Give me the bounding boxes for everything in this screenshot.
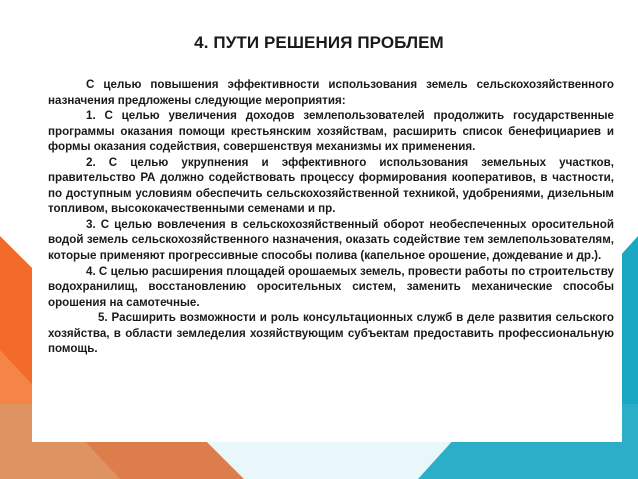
intro-paragraph: С целью повышения эффективности использования земель сельскохозяйственного назначения предложены следующие мероприятия: — [48, 78, 614, 107]
measure-paragraph-2: 2. С целью укрупнения и эффективного использования земельных участков, правительство РА должно содействовать процессу формирования кооперативов, в частности, по доступным условиям обеспечить сельскохозяйственной техникой, удобрениями, дизельным топливом, высококачественными семенами и пр. — [48, 155, 614, 216]
measure-paragraph-4: 4. С целью расширения площадей орошаемых земель, провести работы по строительству водохранилищ, восстановлению оросительных систем, заменить механические способы орошения на самотечные. — [48, 264, 614, 309]
measure-paragraph-1: 1. С целью увеличения доходов землепользователей продолжить государственные программы оказания помощи крестьянским хозяйствам, расширить список бенефициариев и формы оказания содействия, совершенствуя механизмы их применения. — [48, 109, 614, 154]
slide-title: 4. ПУТИ РЕШЕНИЯ ПРОБЛЕМ — [194, 33, 444, 52]
slide-body — [48, 77, 614, 357]
measure-paragraph-5: 5. Расширить возможности и роль консультационных служб в деле развития сельского хозяйства, в области земледелия хозяйствующим субъектам предоставить профессиональную помощь. — [48, 311, 614, 356]
measure-paragraph-3: 3. С целью вовлечения в сельскохозяйственный оборот необеспеченных оросительной водой земель сельскохозяйственного назначения, оказать содействие тем землепользователям, которые применяют прогрессивные способы полива (капельное орошение, дождевание и др.). — [48, 217, 614, 263]
